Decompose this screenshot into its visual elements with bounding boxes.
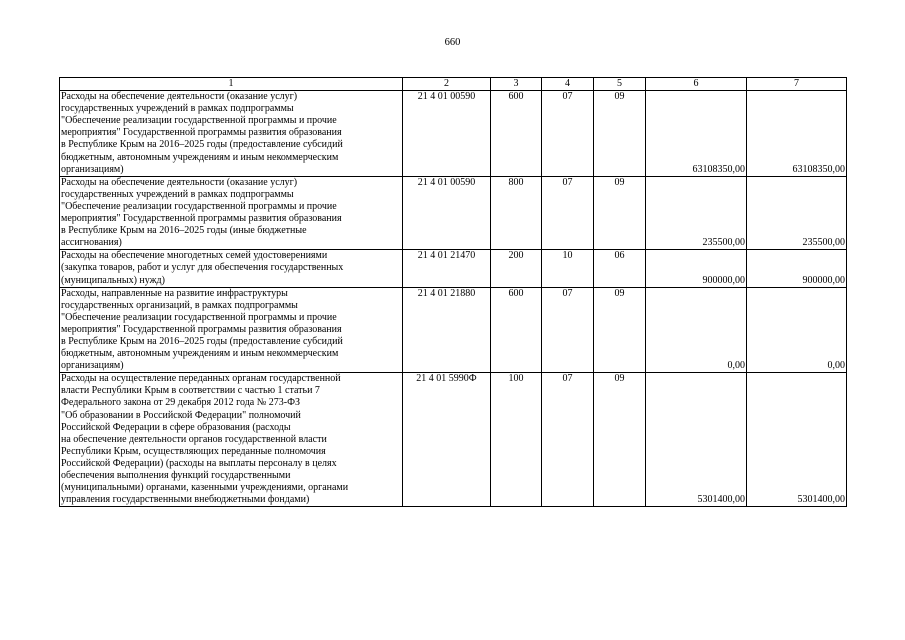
program-code: 21 4 01 00590 [403,176,491,250]
section-code: 07 [542,287,594,373]
expense-type-code: 800 [491,176,542,250]
program-code: 21 4 01 5990Ф [403,373,491,507]
amount-col6: 0,00 [646,287,747,373]
subsection-code: 09 [594,176,646,250]
section-code: 07 [542,176,594,250]
column-header: 2 [403,78,491,91]
program-code: 21 4 01 00590 [403,91,491,177]
amount-col6: 235500,00 [646,176,747,250]
section-code: 07 [542,91,594,177]
table-row [60,373,847,507]
expense-description: Расходы на обеспечение многодетных семей удостоверениями (закупка товаров, работ и услуг для обеспечения государственных (муниципальных) нужд) [60,250,403,287]
column-header: 4 [542,78,594,91]
amount-col7: 235500,00 [747,176,847,250]
expense-type-code: 200 [491,250,542,287]
table-row [60,91,847,177]
expense-description: Расходы, направленные на развитие инфраструктуры государственных организаций, в рамках подпрограммы "Обеспечение реализации государственной программы и прочие мероприятия" Государственной программы развития образования в Республике Крым на 2016–2025 годы (предоставление субсидий бюджетным, автономным учреждениям и иным некоммерческим организациям) [60,287,403,373]
section-code: 07 [542,373,594,507]
column-header: 5 [594,78,646,91]
table-row [60,287,847,373]
budget-table [59,77,847,507]
expense-description: Расходы на обеспечение деятельности (оказание услуг) государственных учреждений в рамках подпрограммы "Обеспечение реализации государственной программы и прочие мероприятия" Государственной программы развития образования в Республике Крым на 2016–2025 годы (иные бюджетные ассигнования) [60,176,403,250]
amount-col7: 5301400,00 [747,373,847,507]
expense-description: Расходы на обеспечение деятельности (оказание услуг) государственных учреждений в рамках подпрограммы "Обеспечение реализации государственной программы и прочие мероприятия" Государственной программы развития образования в Республике Крым на 2016–2025 годы (предоставление субсидий бюджетным, автономным учреждениям и иным некоммерческим организациям) [60,91,403,177]
subsection-code: 06 [594,250,646,287]
amount-col7: 900000,00 [747,250,847,287]
amount-col6: 63108350,00 [646,91,747,177]
column-header: 7 [747,78,847,91]
amount-col7: 0,00 [747,287,847,373]
subsection-code: 09 [594,373,646,507]
amount-col7: 63108350,00 [747,91,847,177]
page-number: 660 [444,37,461,48]
subsection-code: 09 [594,91,646,177]
program-code: 21 4 01 21470 [403,250,491,287]
amount-col6: 5301400,00 [646,373,747,507]
column-header: 1 [60,78,403,91]
column-number-row [60,78,847,91]
program-code: 21 4 01 21880 [403,287,491,373]
amount-col6: 900000,00 [646,250,747,287]
section-code: 10 [542,250,594,287]
subsection-code: 09 [594,287,646,373]
expense-type-code: 600 [491,287,542,373]
column-header: 3 [491,78,542,91]
table-row [60,176,847,250]
expense-description: Расходы на осуществление переданных органам государственной власти Республики Крым в соответствии с частью 1 статьи 7 Федерального закона от 29 декабря 2012 года № 273-ФЗ "Об образовании в Российской Федерации" полномочий Российской Федерации в сфере образования (расходы на обеспечение деятельности органов государственной власти Республики Крым, осуществляющих переданные полномочия Российской Федерации) (расходы на выплаты персоналу в целях обеспечения выполнения функций государственными (муниципальными) органами, казенными учреждениями, органами управления государственными внебюджетными фондами) [60,373,403,507]
column-header: 6 [646,78,747,91]
table-row [60,250,847,287]
expense-type-code: 100 [491,373,542,507]
expense-type-code: 600 [491,91,542,177]
